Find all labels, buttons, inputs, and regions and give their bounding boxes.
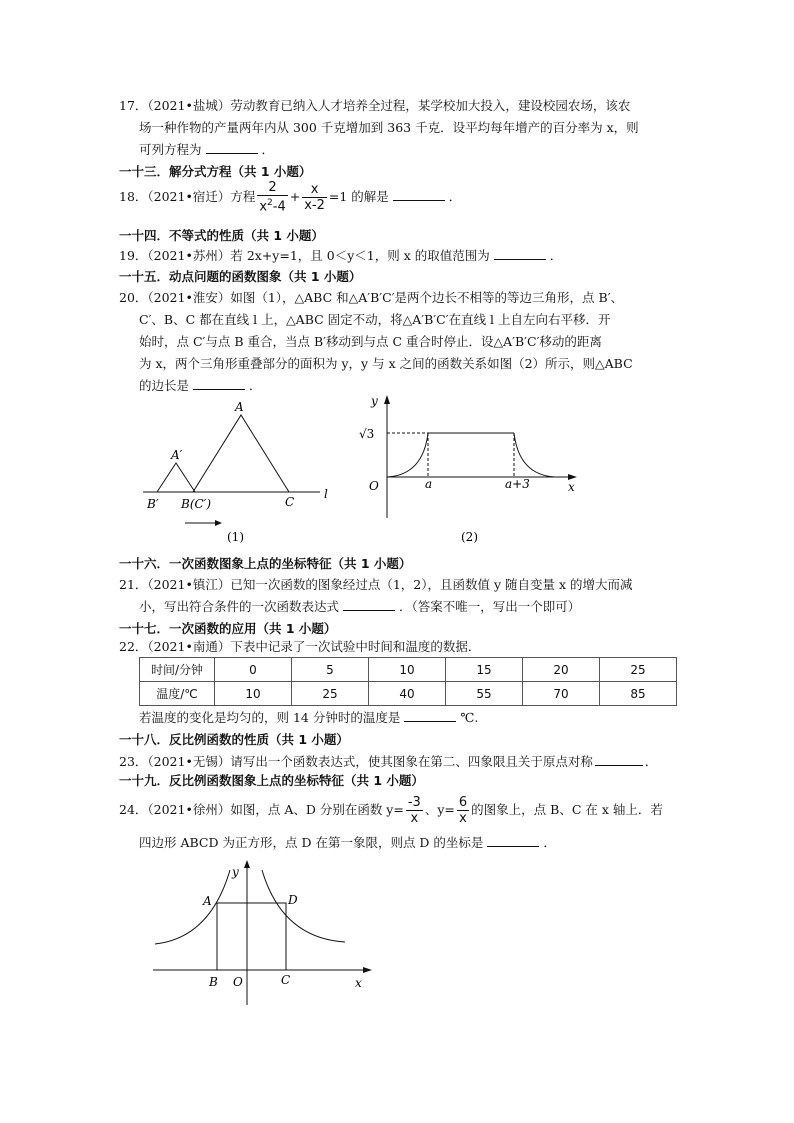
label-B-prime: B′ [147,497,159,511]
q24-answer-blank[interactable] [487,834,539,847]
temp-cell: 25 [292,682,369,706]
q21-answer-blank[interactable] [343,598,395,611]
q24-frac2-denominator: x [459,810,467,826]
q19-answer-blank[interactable] [494,247,546,260]
q24-line2-end: ． [543,835,556,850]
q23-answer-blank[interactable] [595,753,643,766]
label-O: O [369,479,379,493]
q24-prefix: 24．（2021•徐州）如图，点 A、D 分别在函数 y= [119,802,404,817]
q20-line5 [139,377,262,395]
figure-1-caption: (1) [227,530,244,544]
q18-line [119,180,461,214]
q23-end: ． [644,754,658,769]
hyperbola-left [155,870,230,944]
q22-line2-text: 若温度的变化是均匀的，则 14 分钟时的温度是 [139,710,401,725]
label-C: C [281,973,291,987]
section-14-heading: 一十四．不等式的性质（共 1 小题） [119,228,324,243]
label-sqrt3: √3 [359,427,375,441]
q18-suffix: =1 的解是 [328,189,389,204]
big-triangle [193,415,289,492]
label-B: B [209,975,218,989]
small-triangle [157,463,195,492]
y-axis-arrow [244,860,250,868]
q17-line3-end: ． [261,142,275,157]
q18-answer-blank[interactable] [393,188,445,201]
q24-mid: 、y= [424,802,455,817]
temp-cell: 10 [215,682,292,706]
label-y: y [232,865,239,879]
rising-curve [387,433,428,477]
q23-line [119,753,657,771]
figure-2-caption: (2) [461,530,478,544]
temp-cell: 70 [523,682,600,706]
temp-cell: 40 [369,682,446,706]
q18-end: ． [448,189,462,204]
label-A: A [203,894,212,908]
label-O: O [233,975,243,989]
time-cell: 0 [215,658,292,682]
move-arrow-head [215,520,222,526]
label-x: x [568,480,575,494]
q24-suffix: 的图象上，点 B、C 在 x 轴上．若 [471,802,663,817]
section-13-heading: 一十三．解分式方程（共 1 小题） [119,164,312,179]
label-C: C [285,495,295,509]
time-cell: 5 [292,658,369,682]
section-16-heading: 一十六．一次函数图象上点的坐标特征（共 1 小题） [119,556,412,571]
label-A: A [235,400,244,414]
q24-fraction-2 [457,796,469,826]
q22-line1: 22．（2021•南通）下表中记录了一次试验中时间和温度的数据． [119,639,481,654]
label-A-prime: A′ [171,448,183,462]
q24-frac1-numerator: -3 [407,794,421,810]
q18-fraction-1 [257,181,287,214]
q18-frac2-numerator: x [302,183,327,198]
q20-answer-blank[interactable] [193,377,245,390]
q19-text: 19．（2021•苏州）若 2x+y=1，且 0＜y＜1，则 x 的取值范围为 [119,248,490,263]
figure-3-hyperbola-square [145,860,385,1010]
time-cell: 25 [600,658,677,682]
section-17-heading: 一十七．一次函数的应用（共 1 小题） [119,621,337,636]
section-15-heading: 一十五．动点问题的函数图象（共 1 小题） [119,269,362,284]
table-row-time [140,658,677,682]
q19-line [119,247,562,265]
q17-line3 [139,141,274,159]
q17-line3-text: 可列方程为 [139,142,202,157]
q22-answer-blank[interactable] [404,709,456,722]
q22-line2-end: ℃. [460,710,479,725]
q20-line5-text: 的边长是 [139,378,190,393]
x-axis-arrow [363,967,372,973]
q18-fraction-2 [302,183,327,213]
q21-line1: 21．（2021•镇江）已知一次函数的图象经过点（1，2），且函数值 y 随自变量 x 的增大而减 [119,577,633,592]
table-row-temperature [140,682,677,706]
label-D: D [288,893,298,907]
q18-frac1-numerator: 2 [257,181,287,196]
q17-answer-blank[interactable] [206,141,258,154]
q19-end: ． [549,248,563,263]
label-l: l [324,487,328,501]
q24-line2-text: 四边形 ABCD 为正方形，点 D 在第一象限，则点 D 的坐标是 [139,835,484,850]
section-19-heading: 一十九．反比例函数图象上点的坐标特征（共 1 小题） [119,773,424,788]
q18-frac1-den-rest: -4 [272,199,286,215]
q24-frac1-denominator: x [410,810,419,826]
figure-2-graph [355,390,595,550]
row-label-temperature: 温度/℃ [140,682,215,706]
q18-prefix: 18．（2021•宿迁）方程 [119,189,256,204]
square-ABCD [217,903,286,970]
falling-curve [514,433,555,477]
label-x: x [355,976,362,990]
q24-line2 [139,834,556,852]
q20-line5-end: ． [249,378,262,393]
time-cell: 20 [523,658,600,682]
q18-frac1-den-exp: 2 [267,197,273,208]
label-y: y [371,394,378,408]
time-cell: 15 [446,658,523,682]
temp-cell: 85 [600,682,677,706]
q24-line1 [119,793,663,827]
q17-line2: 场一种作物的产量两年内从 300 千克增加到 363 千克．设平均每年增产的百分率为 x，则 [139,120,639,135]
q23-text: 23．（2021•无锡）请写出一个函数表达式，使其图象在第二、四象限且关于原点对称 [119,754,593,769]
q20-line3: 始时，点 C′与点 B 重合，当点 B′移动到与点 C 重合时停止．设△A′B′C′移动的距离 [139,334,602,349]
q22-line2 [139,709,478,727]
hyperbola-right [262,870,345,942]
q21-line2-end: ．（答案不唯一，写出一个即可） [399,599,581,614]
q21-line2 [139,598,580,616]
q20-line1: 20．（2021•淮安）如图（1），△ABC 和△A′B′C′是两个边长不相等的等边三角形，点 B′、 [119,290,624,305]
q18-frac1-denominator [257,196,287,214]
q20-line2: C′、B、C 都在直线 l 上，△ABC 固定不动，将△A′B′C′在直线 l 上自左向右平移．开 [139,312,611,327]
q21-line2-text: 小，写出符合条件的一次函数表达式 [139,599,340,614]
q20-line4: 为 x，两个三角形重叠部分的面积为 y，y 与 x 之间的函数关系如图（2）所示，则△ABC [139,356,633,371]
time-cell: 10 [369,658,446,682]
q18-plus: + [289,189,301,204]
figure-1-triangles [135,395,350,550]
label-B-C-prime: B(C′) [181,497,212,511]
q24-frac2-numerator: 6 [458,794,468,810]
time-temperature-table [139,657,677,706]
q17-line1: 17．（2021•盐城）劳动教育已纳入人才培养全过程，某学校加大投入，建设校园农场，该农 [119,98,631,113]
y-axis-arrow [384,395,390,404]
q18-frac2-denominator: x-2 [304,197,325,213]
label-a: a [425,477,433,491]
q18-frac1-den-base: x [259,199,268,215]
row-label-time: 时间/分钟 [140,658,215,682]
q24-fraction-1 [406,796,423,826]
label-a3: a+3 [505,477,530,491]
temp-cell: 55 [446,682,523,706]
section-18-heading: 一十八．反比例函数的性质（共 1 小题） [119,732,349,747]
